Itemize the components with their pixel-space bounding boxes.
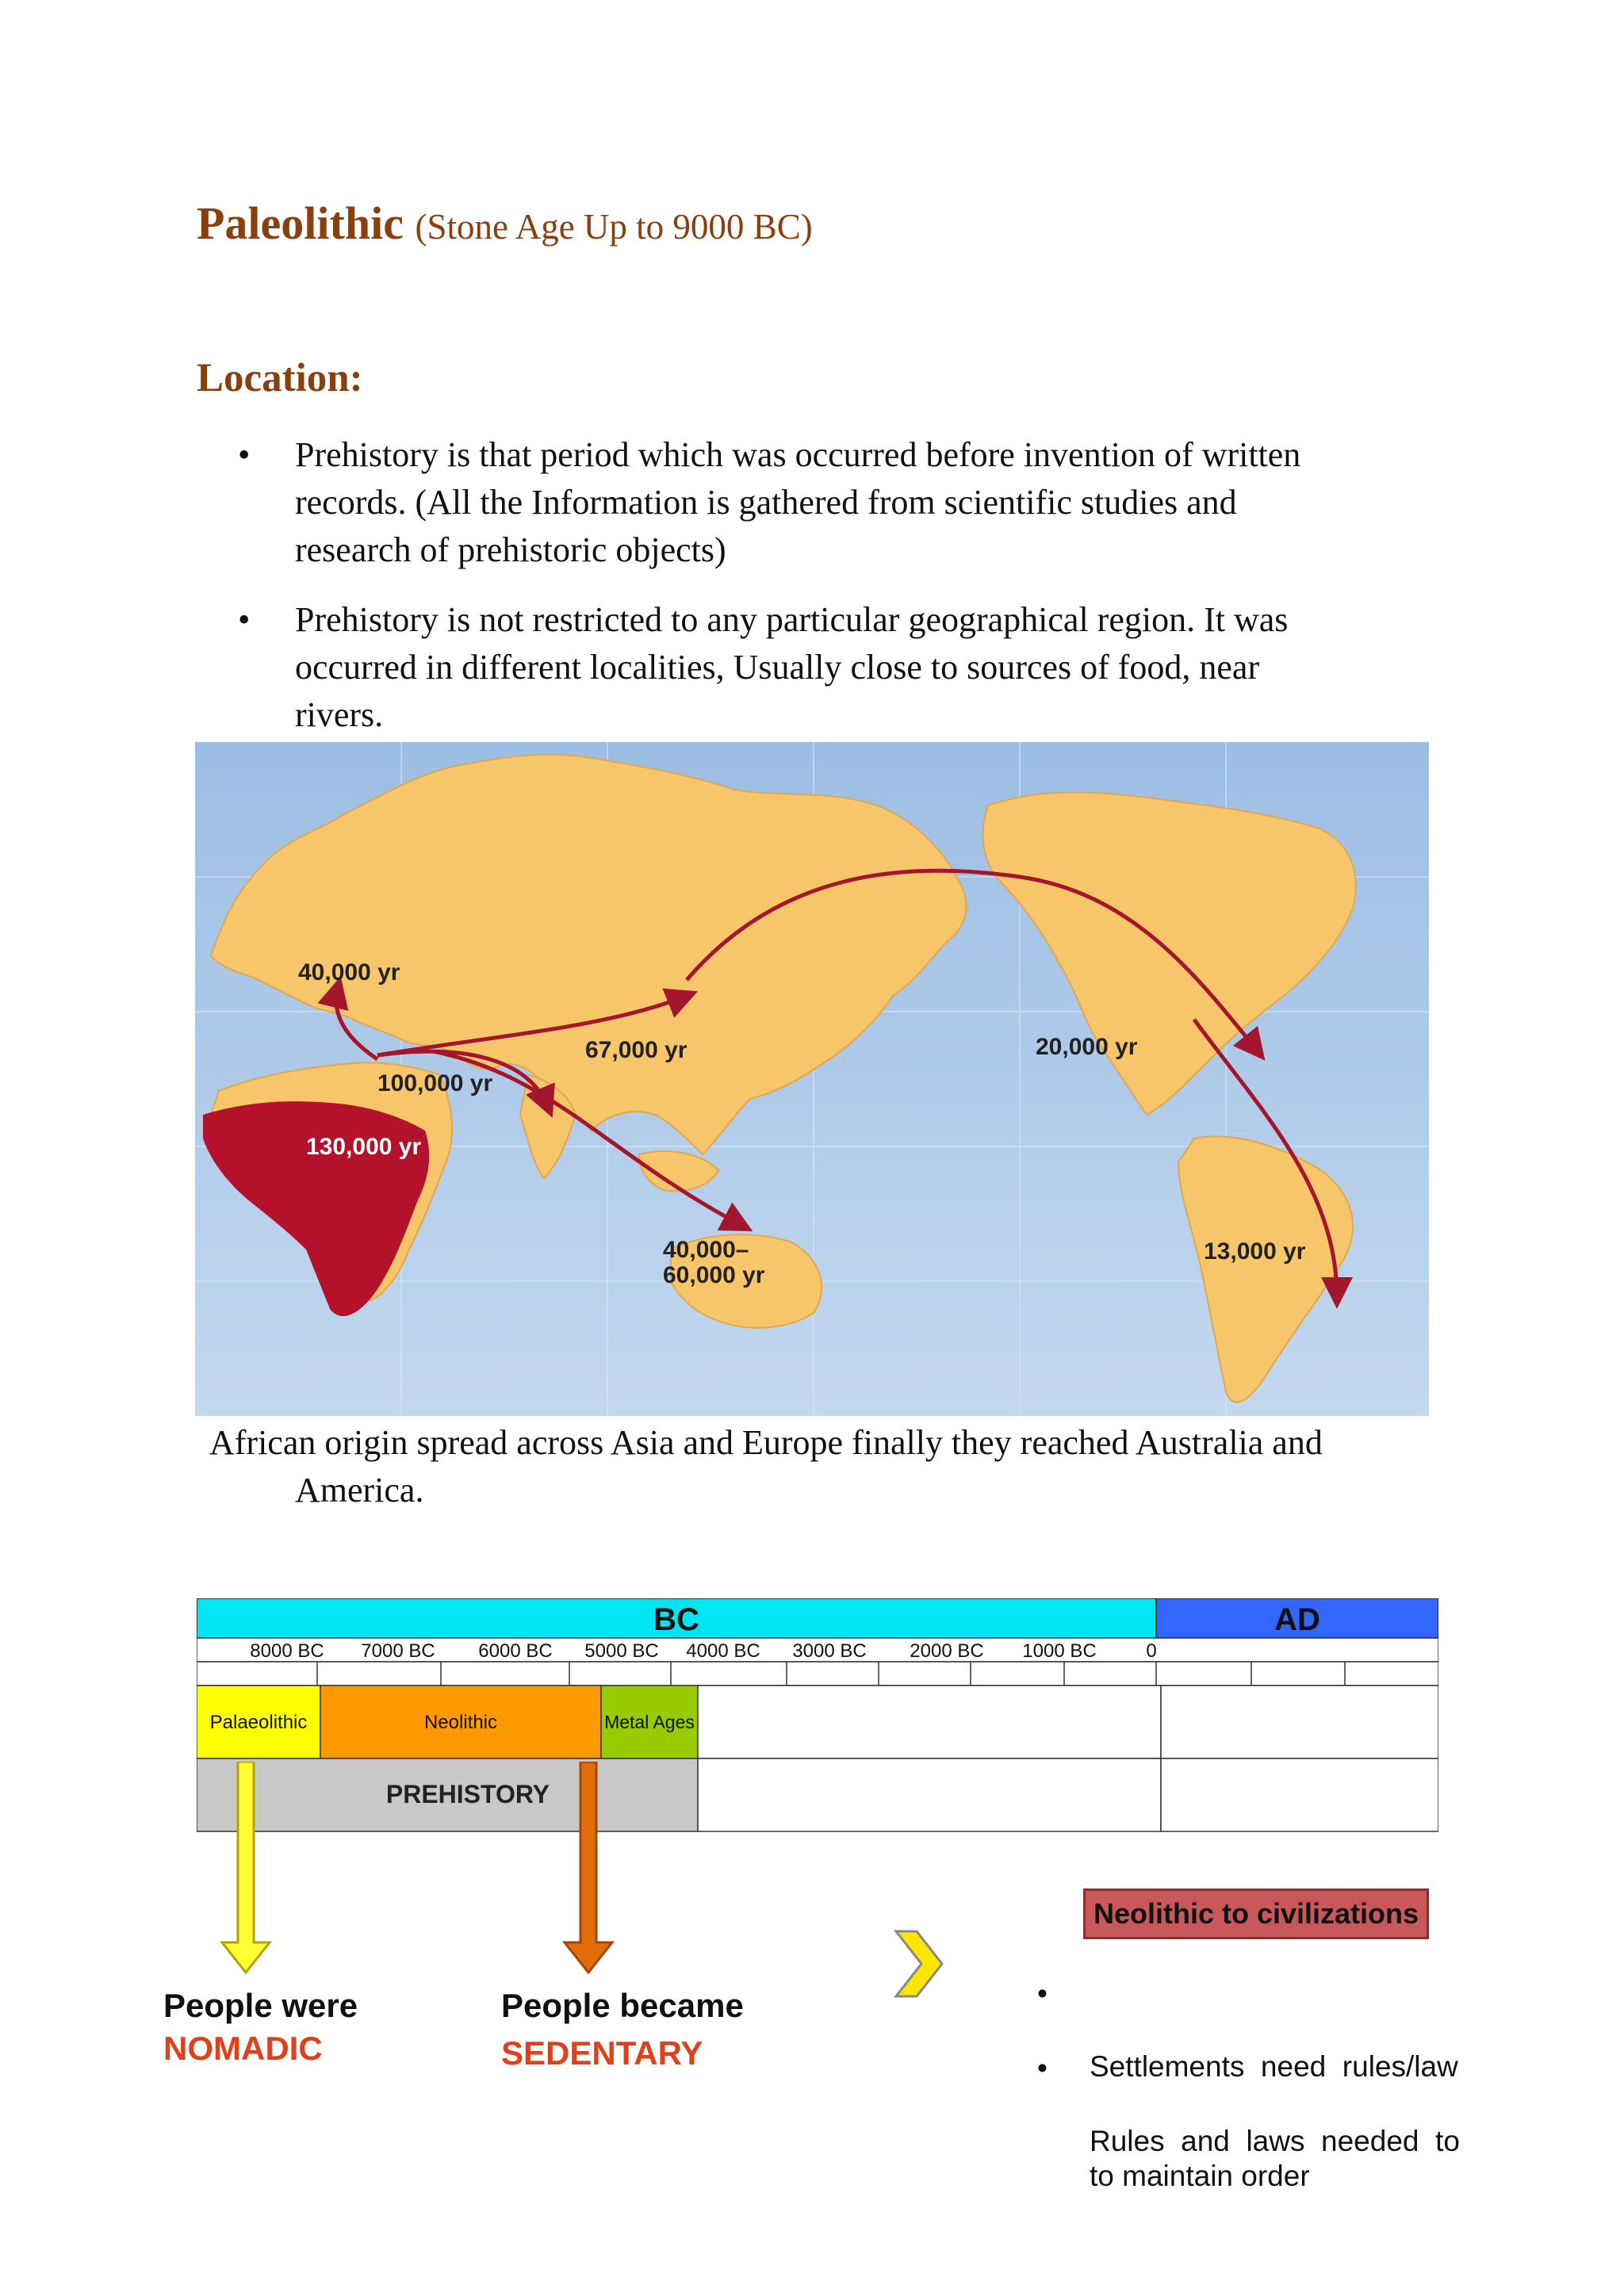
migration-map [195, 742, 1429, 1416]
map-caption [209, 1419, 1446, 1514]
caption-line: America. [295, 1471, 424, 1510]
period-label: Metal Ages [604, 1712, 695, 1732]
title-subtitle: (Stone Age Up to 9000 BC) [415, 207, 813, 247]
caption-line: African origin spread across Asia and Europe finally they reached Australia and [209, 1423, 1323, 1462]
bc-label: BC [653, 1602, 699, 1637]
year-label: 1000 BC [1022, 1640, 1097, 1662]
people-right-line1: People became [501, 1987, 744, 2024]
civilization-bullet-text [1090, 2050, 1486, 2196]
label-130000: 130,000 yr [306, 1134, 422, 1160]
bullet-text [295, 431, 1429, 574]
bullet-line: research of prehistoric objects) [295, 530, 726, 569]
ad-label: AD [1274, 1602, 1320, 1637]
year-label: 8000 BC [250, 1640, 324, 1662]
label-40000: 40,000 yr [298, 959, 400, 985]
bullet-item [238, 431, 1427, 574]
bullet-line: Prehistory is that period which was occurred before invention of written [295, 435, 1301, 474]
year-label: 4000 BC [686, 1640, 760, 1662]
label-67000: 67,000 yr [585, 1037, 688, 1063]
bullet-line: Rules and laws needed to [1090, 2125, 1460, 2157]
bullet-line: records. (All the Information is gathered from scientific studies and [295, 483, 1237, 522]
year-label: 7000 BC [361, 1640, 435, 1662]
label-100000: 100,000 yr [377, 1070, 493, 1096]
label-60000: 60,000 yr [663, 1262, 765, 1288]
period-label: Neolithic [423, 1712, 498, 1733]
people-right-line2: SEDENTARY [501, 2034, 703, 2072]
people-left-line2: NOMADIC [163, 2030, 323, 2067]
timeline-chart [197, 1598, 1438, 1836]
year-label: 6000 BC [478, 1640, 553, 1662]
period-label: Palaeolithic [209, 1712, 308, 1733]
bullet-symbol: • [238, 435, 251, 474]
neolithic-down-arrow [557, 1762, 620, 1976]
year-label: 3000 BC [792, 1640, 867, 1662]
page-title [197, 197, 813, 250]
bullet-line: rivers. [295, 695, 384, 734]
title-main: Paleolithic [197, 197, 404, 249]
year-label: 2000 BC [910, 1640, 984, 1662]
year-label: 5000 BC [584, 1640, 659, 1662]
people-left-line1: People were [163, 1987, 358, 2024]
year-label: 0 [1146, 1640, 1157, 1662]
bullet-symbol: • [1037, 1977, 1048, 2010]
bullet-item [238, 596, 1427, 739]
chevron-right-icon [893, 1928, 945, 1999]
label-13000: 13,000 yr [1204, 1238, 1306, 1265]
location-heading: Location: [197, 356, 363, 400]
bullet-symbol: • [238, 600, 251, 639]
prehistory-label: PREHISTORY [385, 1780, 550, 1808]
neolithic-civilizations-box: Neolithic to civilizations [1083, 1888, 1429, 1939]
label-40000-range: 40,000– [663, 1237, 749, 1263]
bullet-text [295, 596, 1429, 739]
bullet-line: to maintain order [1090, 2160, 1310, 2192]
label-20000: 20,000 yr [1036, 1034, 1138, 1060]
bullet-symbol: • [1037, 2052, 1048, 2084]
palaeolithic-down-arrow [214, 1762, 278, 1976]
tick-row [197, 1662, 1438, 1686]
bullet-line: Settlements need rules/law [1090, 2050, 1458, 2083]
bullet-line: Prehistory is not restricted to any particular geographical region. It was [295, 600, 1289, 639]
bullet-line: occurred in different localities, Usually close to sources of food, near [295, 648, 1260, 687]
